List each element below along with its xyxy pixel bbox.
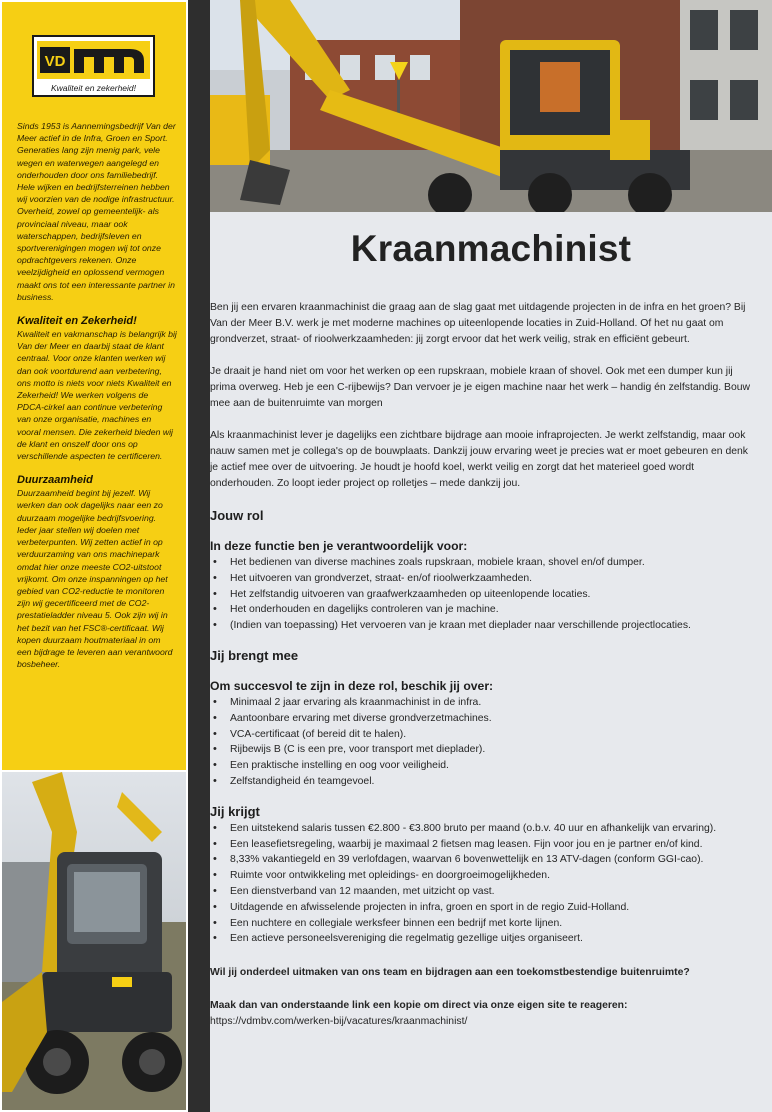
page-title: Kraanmachinist (350, 228, 632, 269)
logo-tagline: Kwaliteit en zekerheid! (50, 83, 137, 93)
svg-text:VD: VD (44, 53, 66, 70)
list-item: • Ruimte voor ontwikkeling met opleidings- en doorgroeimogelijkheden. (210, 868, 758, 884)
list-item: • Een uitstekend salaris tussen €2.800 - €3.800 bruto per maand (o.b.v. 40 uur en afhankelijk van ervaring). (210, 821, 758, 837)
sustainability-text: Duurzaamheid begint bij jezelf. Wij werken dan ook dagelijks naar een zo duurzaam mogelijke bedrijfsvoering. Ieder jaar stellen wij doelen met verbeterpunten. Wij zetten actief in op verduurzaming van ons machinepark omdat hier onze meeste CO2-uitstoot vrijkomt. Om onze inspanningen op het gebied van CO2-reductie te monitoren zijn wij gecertificeerd met de CO2-prestatieladder niveau 5. Ook zijn wij in het bezit van het FSC®-certificaat. Wij kopen duurzaam houtmateriaal in om een bijdrage te leveren aan verantwoord bosbeheer. (17, 488, 173, 670)
list-item: • Een praktische instelling en oog voor veiligheid. (210, 758, 758, 774)
apply-link[interactable]: https://vdmbv.com/werken-bij/vacatures/kraanmachinist/ (210, 1016, 468, 1028)
list-item: • Een leasefietsregeling, waarbij je maximaal 2 fietsen mag leasen. Fijn voor jou en je partner en/of kind. (210, 837, 758, 853)
role-heading: Jouw rol (210, 508, 264, 523)
intro-paragraph-1: Ben jij een ervaren kraanmachinist die graag aan de slag gaat met uitdagende projecten in de infra en het groen? Bij Van der Meer B.V. werk je met moderne machines op uiteenlopende locaties in Zuid-Holland. Of het nu gaat om grondverzet, straat- of rioolwerkzaamheden: jij zorgt ervoor dat het werk veilig, strak en efficiënt gebeurt. (210, 302, 746, 345)
excavator-photo-bottom (2, 772, 186, 1110)
sustainability-heading: Duurzaamheid (17, 474, 93, 487)
list-item: • Minimaal 2 jaar ervaring als kraanmachinist in de infra. (210, 695, 758, 711)
list-item: • Een actieve personeelsvereniging die regelmatig gezellige uitjes organiseert. (210, 931, 758, 947)
list-item: • Het zelfstandig uitvoeren van graafwerkzaamheden op uiteenlopende locaties. (210, 587, 758, 603)
benefits-list (210, 821, 758, 947)
vdm-logo-mark (34, 37, 153, 83)
list-item: • 8,33% vakantiegeld en 39 verlofdagen, waarvan 6 bovenwettelijk en 13 ATV-dagen (conform GGI-cao). (210, 852, 758, 868)
vacancy-content (210, 300, 758, 1046)
list-item: • (Indien van toepassing) Het vervoeren van je kraan met dieplader naar verschillende projectlocaties. (210, 618, 758, 634)
vertical-divider (188, 0, 210, 1112)
call-to-action-question: Wil jij onderdeel uitmaken van ons team en bijdragen aan een toekomstbestendige buitenruimte? (210, 967, 690, 979)
list-item: • Het bedienen van diverse machines zoals rupskraan, mobiele kraan, shovel en/of dumper. (210, 555, 758, 571)
main-panel (210, 0, 772, 1112)
bring-heading: Jij brengt mee (210, 647, 299, 663)
quality-heading: Kwaliteit en Zekerheid! (17, 315, 137, 328)
company-logo (32, 35, 155, 97)
bring-list (210, 695, 758, 790)
apply-instruction: Maak dan van onderstaande link een kopie om direct via onze eigen site te reageren: (210, 1000, 628, 1012)
role-subheading: In deze functie ben je verantwoordelijk voor: (210, 539, 468, 553)
list-item: • VCA-certificaat (of bereid dit te halen). (210, 727, 758, 743)
bring-subheading: Om succesvol te zijn in deze rol, beschik jij over: (210, 678, 494, 693)
sidebar-text (17, 120, 177, 670)
company-intro: Sinds 1953 is Aannemingsbedrijf Van der Meer actief in de Infra, Groen en Sport. Generaties lang zijn menig park, vele wegen en waterwegen aangelegd en onderhouden door ons familiebedrijf. Hele wijken en bedrijfsterreinen hebben wij voorzien van de nodige infrastructuur. Overheid, zowel op gemeentelijk- als provinciaal niveau, maar ook waterschappen, bedrijfsleven en sportverenigingen mogen wij tot onze opdrachtgevers rekenen. Onze veelzijdigheid en oplossend vermogen maakt ons tot een interessante partner in business. (17, 121, 176, 302)
sidebar-yellow-panel (2, 2, 186, 770)
sidebar (0, 0, 188, 1112)
list-item: • Uitdagende en afwisselende projecten in infra, groen en sport in de regio Zuid-Holland. (210, 900, 758, 916)
list-item: • Zelfstandigheid én teamgevoel. (210, 774, 758, 790)
list-item: • Een nuchtere en collegiale werksfeer binnen een bedrijf met korte lijnen. (210, 916, 758, 932)
list-item: • Het onderhouden en dagelijks controleren van je machine. (210, 602, 758, 618)
list-item: • Een dienstverband van 12 maanden, met uitzicht op vast. (210, 884, 758, 900)
excavator-photo-top (210, 0, 772, 212)
intro-paragraph-2: Je draait je hand niet om voor het werken op een rupskraan, mobiele kraan of shovel. Ook met een dumper kun jij prima overweg. Heb je een C-rijbewijs? Dan vervoer je je eigen machine naar het werk – handig én zelfstandig. Bouw mee aan de buitenruimte van morgen (210, 366, 751, 409)
benefits-heading: Jij krijgt (210, 803, 260, 819)
list-item: • Rijbewijs B (C is een pre, voor transport met dieplader). (210, 742, 758, 758)
list-item: • Aantoonbare ervaring met diverse grondverzetmachines. (210, 711, 758, 727)
list-item: • Het uitvoeren van grondverzet, straat- en/of rioolwerkzaamheden. (210, 571, 758, 587)
intro-paragraph-3: Als kraanmachinist lever je dagelijks een zichtbare bijdrage aan mooie infraprojecten. Je werkt zelfstandig, maar ook nauw samen met je collega's op de bouwplaats. Dankzij jouw ervaring weet je precies wat er moet gebeuren en denk je actief mee over de uitvoering. Je houdt je hoofd koel, werkt veilig en zorgt dat het materieel goed wordt onderhouden. Zo loopt ieder project op rolletjes – mede dankzij jou. (210, 430, 748, 489)
role-list (210, 555, 758, 634)
quality-text: Kwaliteit en vakmanschap is belangrijk bij Van der Meer en daarbij staat de klant centraal. Voor onze klanten werken wij dan ook voortdurend aan verbetering, ons motto is niets voor niets Kwaliteit en Zekerheid! We werken volgens de PDCA-cirkel aan continue verbetering van onze organisatie, machines en vooral mensen. Die zekerheid bieden wij de klant en onszelf door ons op verschillende aspecten te certificeren. (17, 329, 177, 462)
